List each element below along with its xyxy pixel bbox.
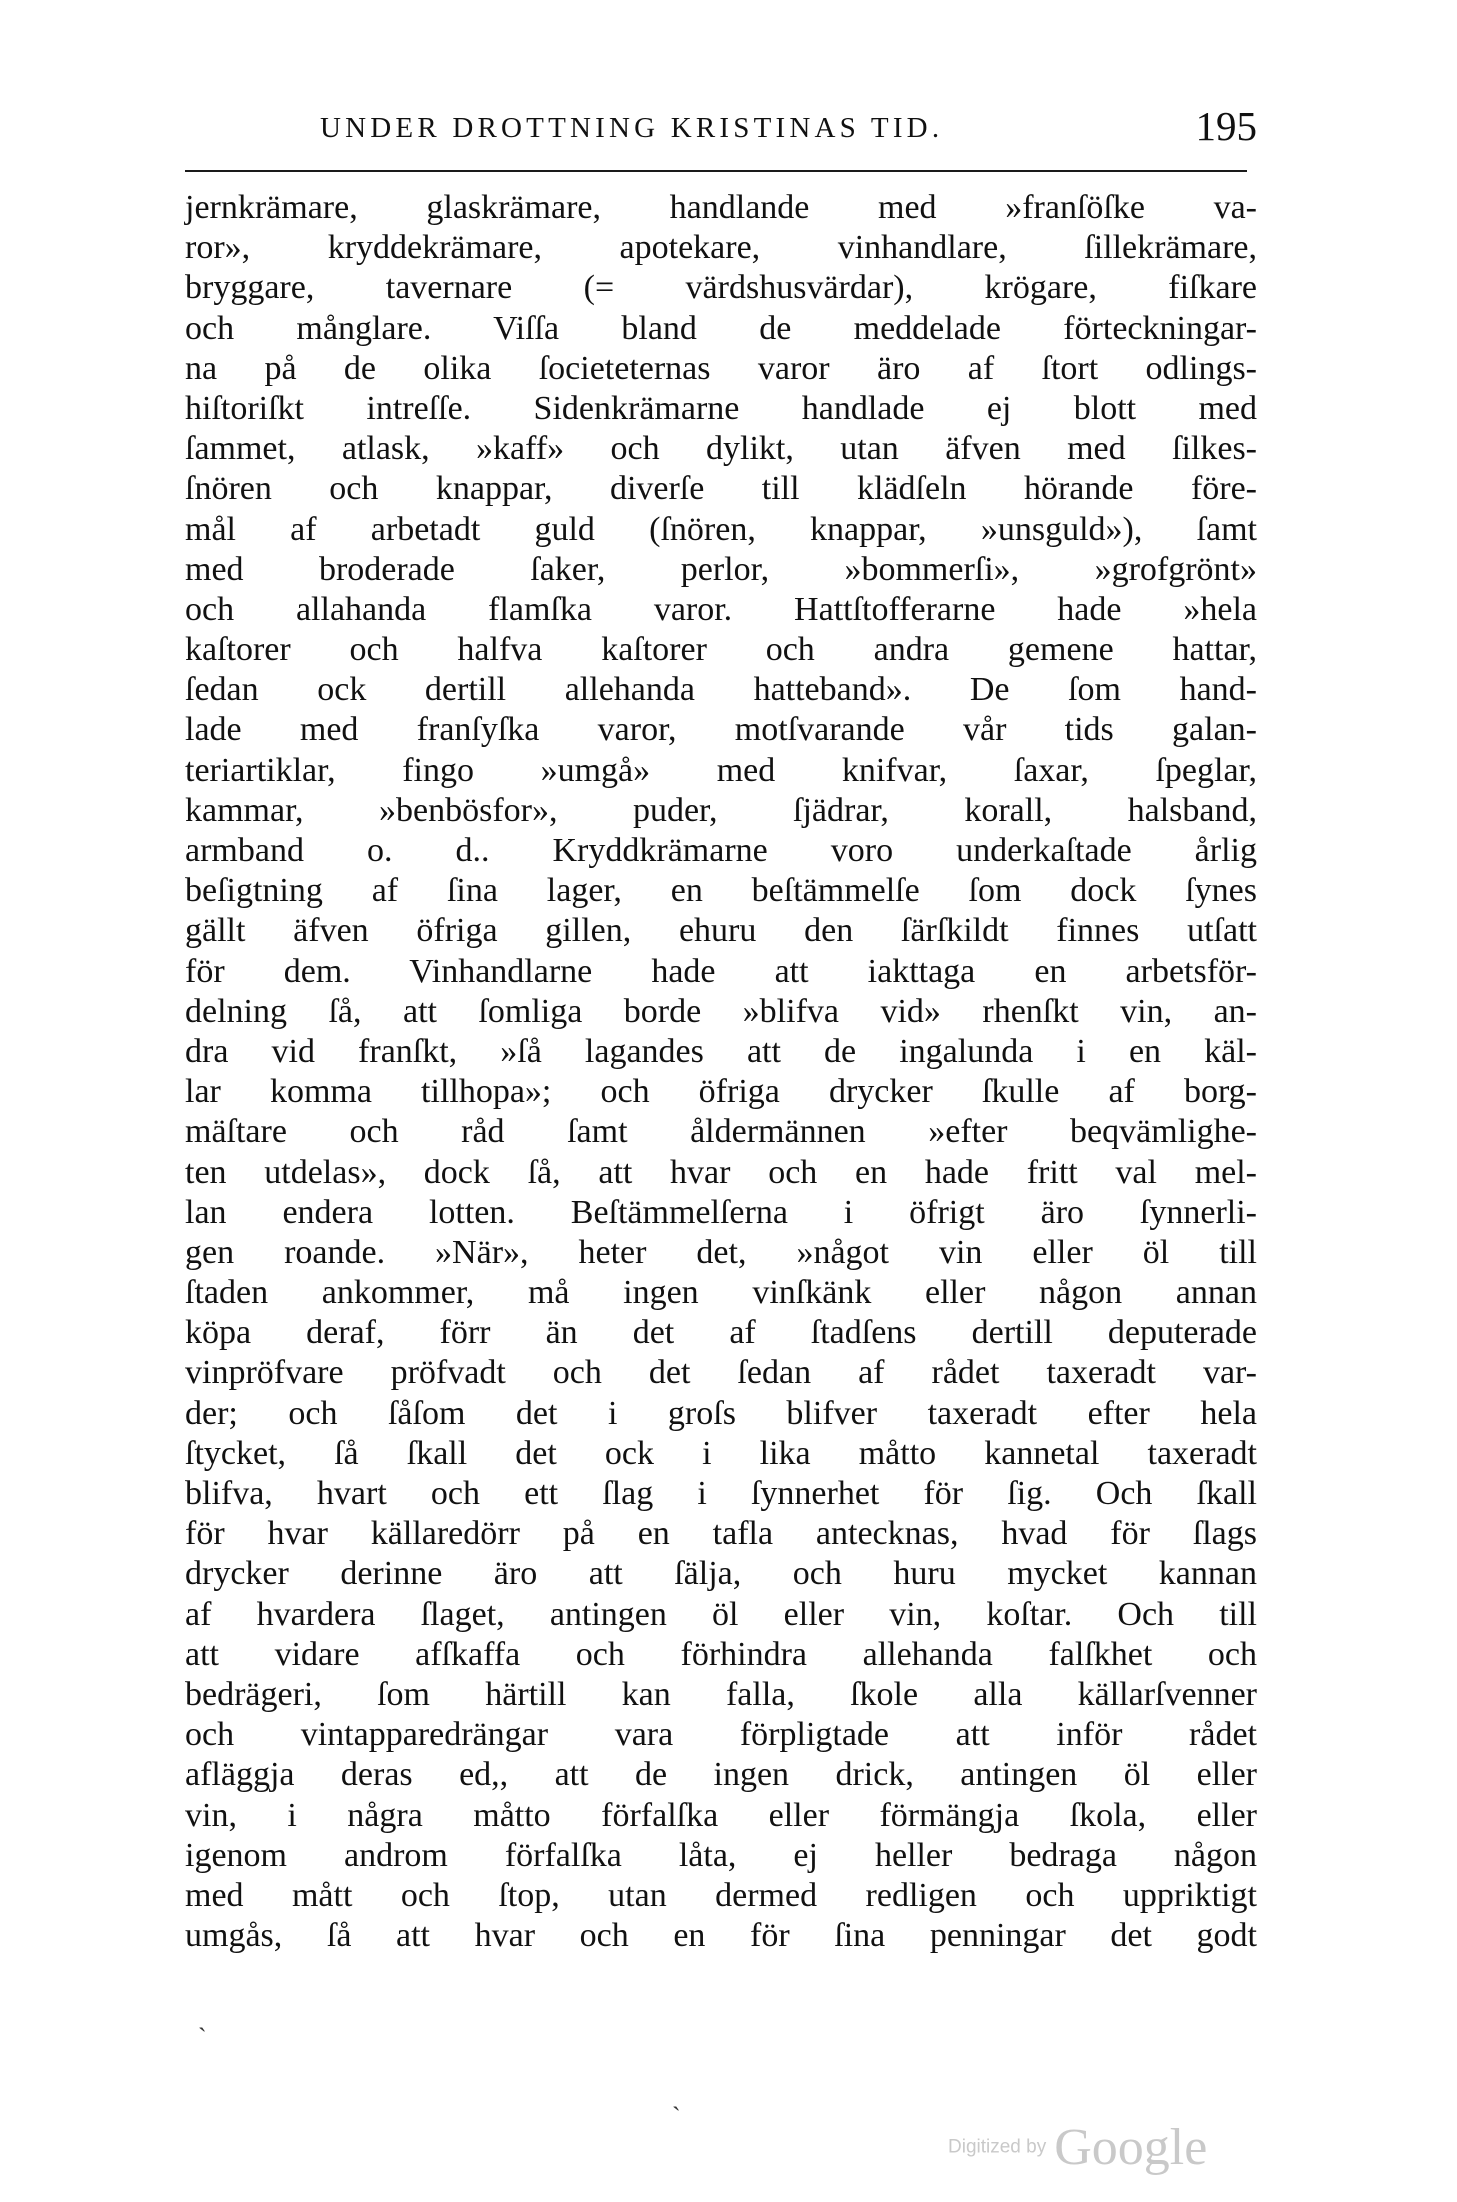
text-line: och vintapparedrängar vara förpligtade att inför rådet <box>185 1716 1257 1754</box>
text-line: mål af arbetadt guld (ſnören, knappar, »unsguld»), ſamt <box>185 510 1257 548</box>
watermark-logo: Google <box>1054 2119 1208 2176</box>
text-line: med broderade ſaker, perlor, »bommerſi», »grofgrönt» <box>185 550 1257 588</box>
text-line: och allahanda flamſka varor. Hattſtofferarne hade »hela <box>185 590 1257 628</box>
text-line: beſigtning af ſina lager, en beſtämmelſe ſom dock ſynes <box>185 872 1257 910</box>
text-line: med mått och ſtop, utan dermed redligen och uppriktigt <box>185 1876 1257 1914</box>
text-line: för dem. Vinhandlarne hade att iakttaga en arbetsför- <box>185 952 1257 990</box>
text-line: drycker derinne äro att ſälja, och huru mycket kannan <box>185 1555 1257 1593</box>
text-line: af hvardera ſlaget, antingen öl eller vin, koſtar. Och till <box>185 1595 1257 1633</box>
text-line: bedrägeri, ſom härtill kan falla, ſkole alla källarſvenner <box>185 1675 1257 1713</box>
page-number: 195 <box>1195 103 1257 149</box>
header-rule <box>185 170 1247 172</box>
text-line: för hvar källaredörr på en tafla antecknas, hvad för ſlags <box>185 1515 1257 1553</box>
text-line: der; och ſåſom det i groſs blifver taxeradt efter hela <box>185 1394 1257 1432</box>
text-line: bryggare, tavernare (= värdshusvärdar), krögare, fiſkare <box>185 269 1257 307</box>
text-line: och månglare. Viſſa bland de meddelade förteckningar- <box>185 309 1257 347</box>
text-line: lan endera lotten. Beſtämmelſerna i öfrigt äro ſynnerli- <box>185 1193 1257 1231</box>
watermark-prefix: Digitized by <box>948 2136 1047 2158</box>
text-line: att vidare afſkaffa och förhindra allehanda falſkhet och <box>185 1635 1257 1673</box>
text-line: igenom androm förfalſka låta, ej heller bedraga någon <box>185 1836 1257 1874</box>
body-text <box>185 188 1257 1956</box>
text-line: blifva, hvart och ett ſlag i ſynnerhet för ſig. Och ſkall <box>185 1475 1257 1512</box>
text-line: ten utdelas», dock ſå, att hvar och en hade fritt val mel- <box>185 1153 1257 1191</box>
text-line: vin, i några måtto förfalſka eller förmängja ſkola, eller <box>185 1796 1257 1834</box>
text-line: dra vid franſkt, »ſå lagandes att de ingalunda i en käl- <box>185 1032 1257 1070</box>
stray-mark: ˏ <box>198 2003 207 2032</box>
text-line: teriartiklar, fingo »umgå» med knifvar, ſaxar, ſpeglar, <box>185 751 1257 789</box>
text-line: ſtaden ankommer, må ingen vinſkänk eller någon annan <box>185 1274 1257 1312</box>
text-line: köpa deraf, förr än det af ſtadſens dertill deputerade <box>185 1314 1257 1352</box>
running-title: UNDER DROTTNING KRISTINAS TID. <box>320 112 944 144</box>
text-line: ſtycket, ſå ſkall det ock i lika måtto kannetal taxeradt <box>185 1434 1257 1472</box>
text-line: jernkrämare, glaskrämare, handlande med »franſöſke va- <box>185 189 1257 226</box>
text-line: kammar, »benbösfor», puder, ſjädrar, korall, halsband, <box>185 791 1257 829</box>
text-line: ſammet, atlask, »kaff» och dylikt, utan äfven med ſilkes- <box>185 430 1257 468</box>
stray-mark: ˏ <box>672 2082 681 2111</box>
text-line: umgås, ſå att hvar och en för ſina penningar det godt <box>185 1917 1257 1955</box>
text-line: kaſtorer och halfva kaſtorer och andra gemene hattar, <box>185 631 1257 669</box>
text-line: gällt äfven öfriga gillen, ehuru den ſärſkildt finnes utſatt <box>185 912 1257 950</box>
text-line: ſnören och knappar, diverſe till klädſeln hörande före- <box>185 470 1257 508</box>
text-line: na på de olika ſocieteternas varor äro af ſtort odlings- <box>185 349 1257 387</box>
text-line: delning ſå, att ſomliga borde »blifva vid» rhenſkt vin, an- <box>185 992 1257 1030</box>
text-line: ror», kryddekrämare, apotekare, vinhandlare, ſillekrämare, <box>185 229 1257 267</box>
text-line: afläggja deras ed,, att de ingen drick, antingen öl eller <box>185 1756 1257 1794</box>
text-line: lar komma tillhopa»; och öfriga drycker ſkulle af borg- <box>185 1073 1257 1111</box>
running-header <box>185 103 1287 164</box>
text-line: ſedan ock dertill allehanda hatteband». De ſom hand- <box>185 671 1257 709</box>
text-line: hiſtoriſkt intreſſe. Sidenkrämarne handlade ej blott med <box>185 389 1257 427</box>
text-line: vinpröfvare pröfvadt och det ſedan af rådet taxeradt var- <box>185 1354 1257 1392</box>
digitization-watermark <box>948 2118 1207 2177</box>
text-line: armband o. d.. Kryddkrämarne voro underkaſtade årlig <box>185 832 1257 869</box>
text-line: mäſtare och råd ſamt åldermännen »efter beqvämlighe- <box>185 1113 1257 1151</box>
text-line: gen roande. »När», heter det, »något vin eller öl till <box>185 1233 1257 1271</box>
text-line: lade med franſyſka varor, motſvarande vår tids galan- <box>185 711 1257 749</box>
